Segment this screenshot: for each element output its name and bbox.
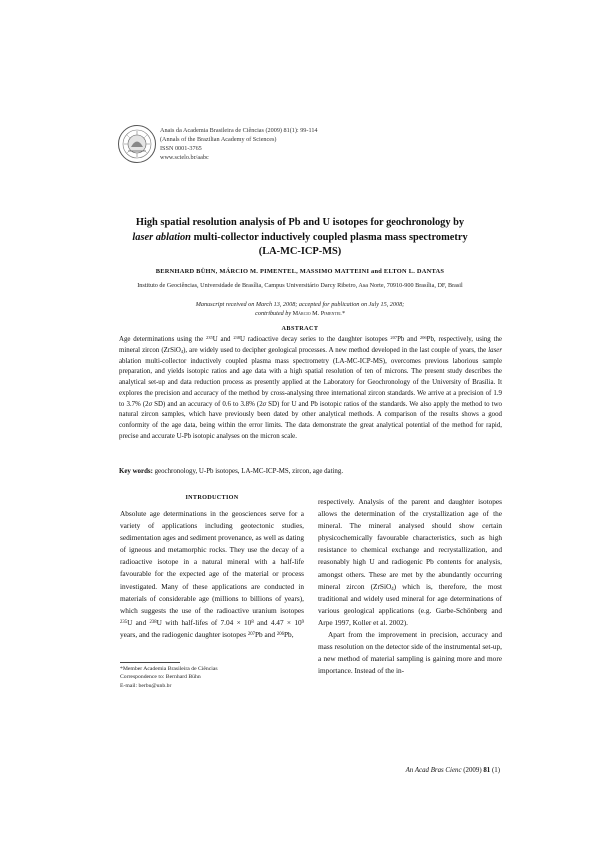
superscript: 206 [276,631,284,637]
journal-info [160,127,318,163]
abstract-text [119,335,502,443]
abstract-text-segment: ablation multi-collector inductively coupled plasma mass spectrometry (LA-MC-ICP-MS), overcomes previous laborious sample preparation, and yields isotopic ratios and age data with a high spatial resolution of ten of microns. The present study describes the analytical set-up and data reduction process as presently applied at the Laboratory for Geochronology of the University of Brasília. It explores the precision and accuracy of the method by cross-analysing three international zircon standards. We arrive at a precision of 1.9 to 3.7% (2 [119,357,502,408]
journal-website: www.scielo.br/aabc [160,153,209,161]
footnote-membership: *Member Academia Brasileira de Ciências [120,666,218,672]
body-text-segment: and 4.47 × 10 [253,617,302,627]
superscript: 206 [419,334,427,340]
contributor-name: Márcio M. Pimentel [292,310,342,317]
footnote-rule [120,662,180,663]
superscript: 207 [247,631,255,637]
footer-journal: An Acad Bras Cienc [405,767,462,774]
superscript: 235 [120,619,128,625]
abstract-text-segment: Pb, respectively, using the mineral zircon (ZrSiO [119,336,502,354]
paper-title [100,216,500,260]
superscript: 207 [390,334,398,340]
academy-seal-logo [117,124,157,164]
page-footer [406,767,500,774]
abstract-heading: ABSTRACT [281,325,319,332]
journal-issn: ISSN 0001-3765 [160,144,202,152]
received-accepted-line: Manuscript received on March 13, 2008; accepted for publication on July 15, 2008; [195,301,405,308]
title-line-2 [100,231,500,246]
journal-citation: Anais da Academia Brasileira de Ciências (2009) 81(1): 99-114 [160,127,318,134]
abstract-text-segment: U radioactive decay series to the daughter isotopes [240,336,391,343]
subscript: 4 [391,586,394,592]
introduction-heading: INTRODUCTION [185,494,239,501]
sigma-symbol: σ [262,400,267,408]
keywords-label: Key words: [119,468,153,475]
intro-paragraph-2: Apart from the improvement in precision, accuracy and mass resolution on the detector side of the instrumental set-up, a new method of material sampling is gaining more and more importance. Instead of the in- [318,630,502,676]
affiliation: Instituto de Geociências, Universidade de Brasília, Campus Universitário Darcy Ribeiro, Asa Norte, 70910-900 Brasília, DF, Brasil [137,282,463,289]
footnotes [120,665,218,690]
superscript: 238 [233,334,241,340]
intro-paragraph-1-continued [318,496,502,629]
footer-volume: 81 [483,767,491,774]
footer-year: (2009) [461,767,484,774]
title-italic-term: laser ablation [132,231,191,243]
contributed-by-line [100,309,500,318]
exponent: 8 [251,619,254,625]
abstract-text-segment: U and [212,336,234,343]
body-text-segment: Pb and [254,629,277,639]
abstract-italic-term: laser [488,346,503,354]
intro-paragraph-1 [120,508,304,641]
body-text-segment: ) which is, therefore, the most traditional and widely used mineral for age determinations of various geological applications (e.g. Garbe-Schönberg and Arpe 1997, Koller et al. 2002). [318,581,502,627]
keywords [119,467,502,477]
body-text-segment: U and [127,617,150,627]
right-column [318,496,502,677]
abstract-text-segment: ), are widely used to decipher geological processes. A new method developed in the last couple of years, the [183,346,489,354]
title-line-1: High spatial resolution analysis of Pb and U isotopes for geochronology by [135,217,465,228]
left-column [120,508,304,641]
journal-english-name: (Annals of the Brazilian Academy of Sciences) [160,135,277,143]
author-list: BERNHARD BÜHN, MÁRCIO M. PIMENTEL, MASSIMO MATTEINI and ELTON L. DANTAS [155,268,445,275]
contributor-asterisk: * [341,310,345,317]
abstract-text-segment: Age determinations using the [119,336,207,343]
subscript: 4 [180,348,184,354]
body-text-segment: respectively. Analysis of the parent and daughter isotopes allows the determination of the crystallization age of the mineral. The mineral analysed should show certain physicochemically favourable characteristics, such as high resistance to chemical exchange and recrystallization, and reasonably high U and radiogenic Pb contents for analysis, amongst others. These are met by the abundantly occurring mineral zircon (ZrSiO [318,497,502,591]
body-text-segment: years, and the radiogenic daughter isotopes [120,629,248,639]
superscript: 238 [149,619,157,625]
footer-number: (1) [490,767,500,774]
exponent: 9 [301,619,304,625]
abstract-text-segment: Pb and [397,336,420,343]
abstract-text-segment: SD) for U and Pb isotopic ratios of the standards. We also apply the method to two natural zircon samples, which have previously been dated by other analytical methods. A comparison of the results shows a good conformity of the age data, being within the error limits. The data demonstrate the great analytical potential of the method for rapid, precise and accurate U-Pb isotopic analyses on the micron scale. [119,400,502,440]
abstract-text-segment: SD) and an accuracy of 0.6 to 3.8% (2 [152,400,263,408]
body-text-segment: Absolute age determinations in the geosciences serve for a variety of applications including geotectonic studies, sedimentation ages and sediment provenance, as well as dating of igneous and metamorphic rocks. They use the decay of a radioactive isotope in a natural mineral with a half-life favourable for the expected age of the material or process investigated. Many of these applications are conducted in materials of considerable age (millions to billions of years), which suggests the use of the radioactive uranium isotopes [120,509,304,615]
contributed-prefix: contributed by [255,310,293,317]
footnote-email: E-mail: berbu@unb.br [120,682,172,689]
superscript: 235 [206,334,213,340]
sigma-symbol: σ [148,400,153,408]
keywords-list: geochronology, U-Pb isotopes, LA-MC-ICP-MS, zircon, age dating. [152,468,344,475]
manuscript-dates [100,300,500,318]
title-line-2-rest: multi-collector inductively coupled plasma mass spectrometry [190,231,468,243]
title-line-3: (LA-MC-ICP-MS) [258,246,342,257]
body-text-segment: U with half-lifes of 7.04 × 10 [156,617,252,627]
footnote-correspondence: Correspondence to: Bernhard Bühn [120,674,201,681]
body-text-segment: Pb, [283,629,294,639]
